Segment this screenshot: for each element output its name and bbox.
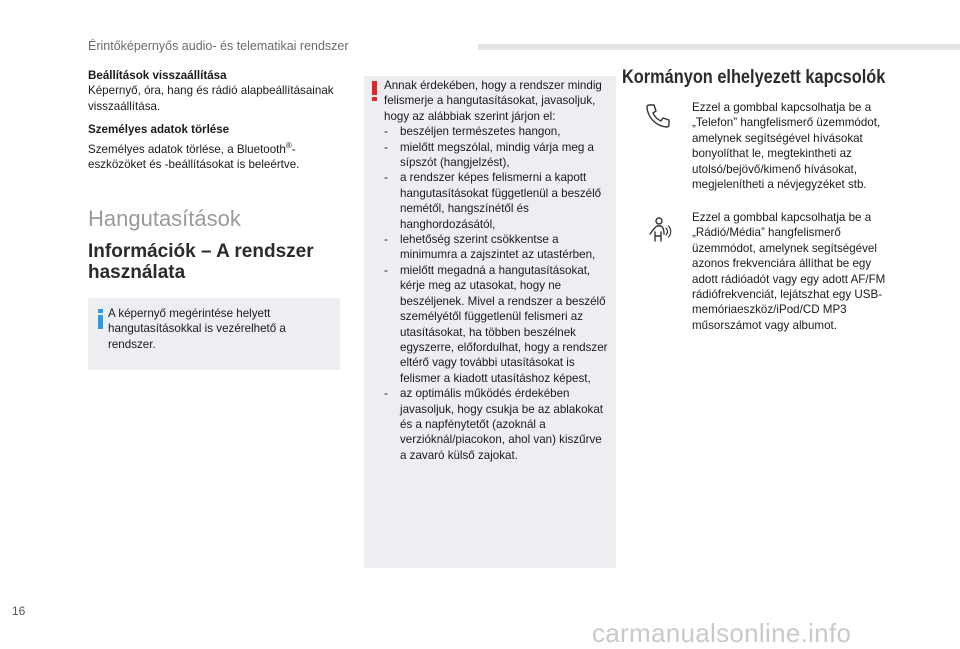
header-title: Érintőképernyős audio- és telematikai rendszer	[88, 39, 349, 53]
dash: -	[384, 263, 388, 277]
info-text: A képernyő megérintése helyett hangutasításokkal is vezérelhető a rendszer.	[108, 307, 286, 351]
warning-list-item	[384, 386, 610, 463]
warning-list-item	[384, 170, 610, 232]
warning-list-item	[384, 124, 610, 139]
header-bar	[478, 44, 960, 50]
personal-data-text-1: Személyes adatok törlése, a Bluetooth	[88, 142, 286, 156]
left-column	[88, 68, 348, 172]
dash: -	[384, 233, 388, 247]
phone-control-text: Ezzel a gombbal kapcsolhatja be a „Telefon” hangfelismerő üzemmódot, amelynek segítségével hívásokat bonyolíthat le, megtekintheti az utolsó/bejövő/kimenő hívásokat, megjelenítheti a névjegyzéket stb.	[692, 101, 881, 192]
voice-command-icon	[644, 216, 672, 244]
sub-title: Információk – A rendszer használata	[88, 241, 314, 283]
warning-item-text: beszéljen természetes hangon,	[400, 125, 561, 139]
warning-item-text: mielőtt megadná a hangutasításokat, kérje meg az utasokat, hogy ne beszéljenek. Mivel a rendszer a beszélő személyétől függetlenül felismeri az utasításokat, ha többen beszélnek egyszerre, előfordulhat, hogy a rendszer eltérő vagy további utasításokat is felismer a kiadott utasításhoz képest,	[400, 263, 608, 385]
warning-list-item	[384, 232, 610, 263]
warning-item-text: a rendszer képes felismerni a kapott hangutasításokat függetlenül a beszélő nemétől, hangszínétől és hanghordozásától,	[400, 171, 602, 231]
voice-control-text: Ezzel a gombbal kapcsolhatja be a „Rádió/Média” hangfelismerő üzemmódot, amelynek segítségével azonos frekvenciára állíthat be egy adott rádióadót vagy egy adott AF/FM rádiófrekvenciát, lejátszhat egy USB-memóriaeszköz/iPod/CD MP3 műsorszámot vagy albumot.	[692, 211, 886, 332]
warning-list	[384, 124, 610, 463]
warning-icon	[369, 80, 381, 102]
personal-data-text-2: -eszközöket és -beállításokat is beleértve.	[88, 142, 300, 171]
warning-box	[364, 76, 616, 568]
warning-item-text: lehetőség szerint csökkentse a minimumra a zajszintet az utastérben,	[400, 233, 596, 262]
warning-item-text: mielőtt megszólal, mindig várja meg a sípszót (hangjelzést),	[400, 140, 594, 170]
warning-list-item	[384, 263, 610, 386]
warning-intro: Annak érdekében, hogy a rendszer mindig felismerje a hangutasításokat, javasoljuk, hogy az alábbiak szerint járjon el:	[384, 79, 602, 123]
phone-icon	[644, 102, 672, 130]
warning-item-text: az optimális működés érdekében javasoljuk, hogy csukja be az ablakokat és a napfénytetőt (azoknál a verzióknál/piacokon, ahol van) kiszűrve a zavaró külső zajokat.	[400, 387, 604, 462]
personal-data-title: Személyes adatok törlése	[88, 123, 230, 137]
dash: -	[384, 140, 388, 154]
dash: -	[384, 171, 388, 185]
dash: -	[384, 125, 388, 139]
personal-data-text	[88, 138, 348, 173]
reset-title: Beállítások visszaállítása	[88, 69, 227, 82]
info-icon	[94, 308, 108, 330]
warning-text	[384, 78, 610, 463]
dash: -	[384, 387, 388, 401]
info-box	[88, 298, 340, 370]
warning-list-item	[384, 140, 610, 171]
watermark: carmanualsonline.info	[592, 618, 852, 648]
controls-title: Kormányon elhelyezett kapcsolók	[622, 67, 886, 88]
page-number: 16	[12, 604, 26, 618]
section-title: Hangutasítások	[88, 206, 241, 231]
reset-text: Képernyő, óra, hang és rádió alapbeállításainak visszaállítása.	[88, 84, 334, 113]
registered-mark: ®	[285, 140, 292, 150]
